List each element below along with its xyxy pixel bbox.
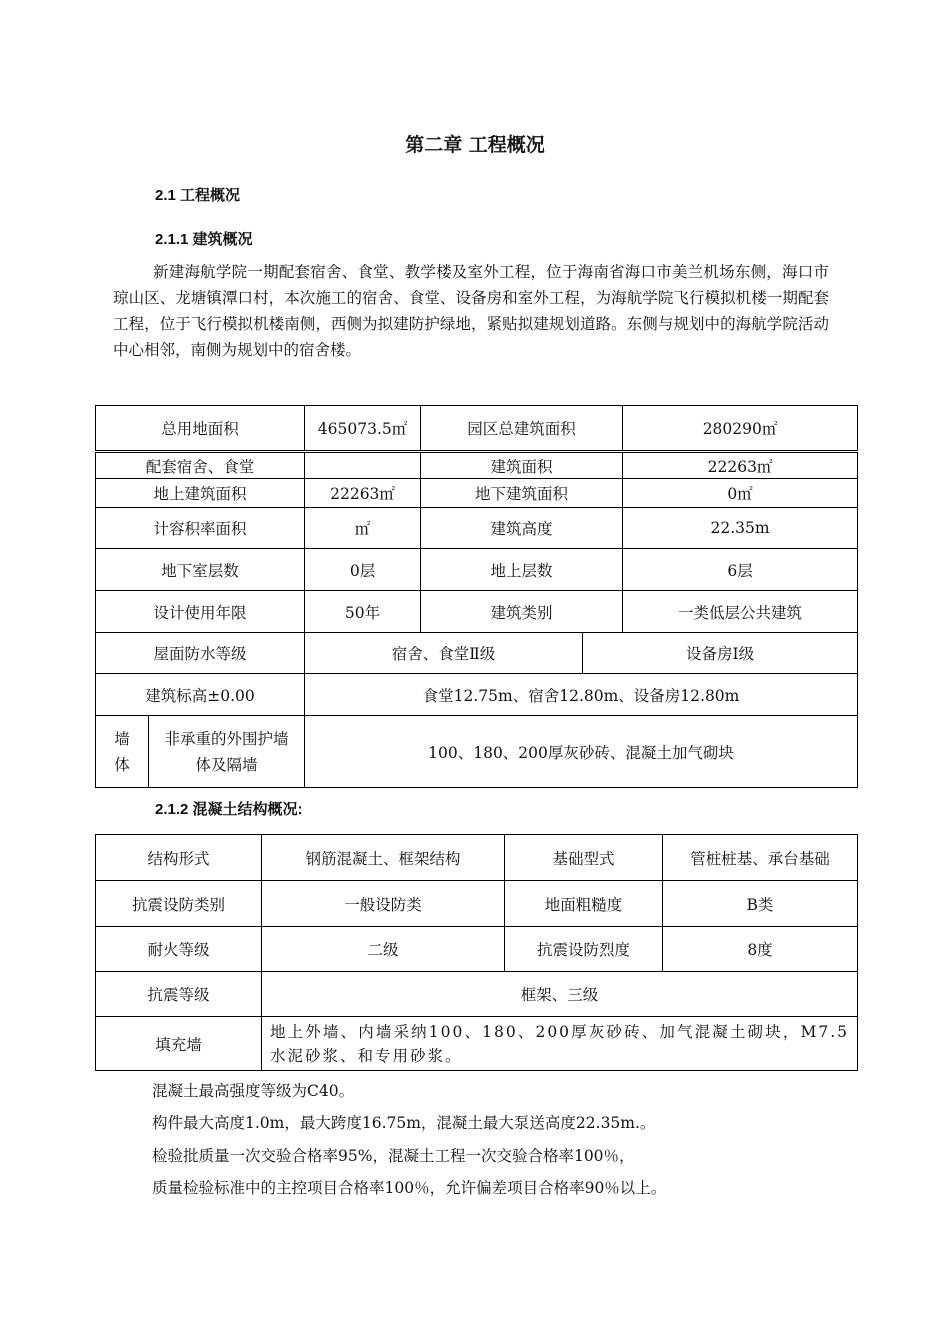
table-cell: 抗震等级 xyxy=(96,972,262,1017)
table-row xyxy=(96,406,858,452)
table-cell: 结构形式 xyxy=(96,835,262,881)
table-cell: 6层 xyxy=(623,549,858,591)
table-cell: 钢筋混凝土、框架结构 xyxy=(262,835,505,881)
table-cell: 50年 xyxy=(305,591,421,633)
table-cell: 地面粗糙度 xyxy=(505,881,663,927)
table-cell: 建筑标高±0.00 xyxy=(96,674,305,716)
table-cell: 0层 xyxy=(305,549,421,591)
note-line: 构件最大高度1.0m，最大跨度16.75m，混凝土最大泵送高度22.35m.。 xyxy=(152,1114,656,1132)
table-cell: 465073.5㎡ xyxy=(305,406,421,452)
table-cell: 框架、三级 xyxy=(262,972,858,1017)
chapter-title: 第二章 工程概况 xyxy=(405,134,545,156)
table-cell: 地上层数 xyxy=(421,549,623,591)
table-cell xyxy=(305,452,421,479)
table-cell: 8度 xyxy=(663,927,858,972)
table-cell: 食堂12.75m、宿舍12.80m、设备房12.80m xyxy=(305,674,858,716)
table-row xyxy=(96,479,858,508)
table-cell: ㎡ xyxy=(305,508,421,549)
table-cell: 配套宿舍、食堂 xyxy=(96,452,305,479)
table-row xyxy=(96,591,858,633)
table-cell: 建筑面积 xyxy=(421,452,623,479)
table-cell: 22263㎡ xyxy=(305,479,421,508)
intro-paragraph: 新建海航学院一期配套宿舍、食堂、教学楼及室外工程，位于海南省海口市美兰机场东侧，海口市琼山区、龙塘镇潭口村，本次施工的宿舍、食堂、设备房和室外工程，为海航学院飞行模拟机楼一期配套工程，位于飞行模拟机楼南侧，西侧为拟建防护绿地，紧贴拟建规划道路。东侧与规划中的海航学院活动中心相邻，南侧为规划中的宿舍楼。 xyxy=(113,263,829,359)
table-cell: 地上外墙、内墙采纳100、180、200厚灰砂砖、加气混凝土砌块，M7.5水泥砂浆、和专用砂浆。 xyxy=(262,1017,858,1071)
table-cell: 宿舍、食堂Ⅱ级 xyxy=(305,633,583,674)
table-row xyxy=(96,881,858,927)
table-row xyxy=(96,452,858,479)
table-cell: 二级 xyxy=(262,927,505,972)
table-cell: 基础型式 xyxy=(505,835,663,881)
table-cell: 建筑高度 xyxy=(421,508,623,549)
concrete-structure-table xyxy=(95,834,858,1071)
table-row xyxy=(96,835,858,881)
table-cell: 园区总建筑面积 xyxy=(421,406,623,452)
note-line: 检验批质量一次交验合格率95%，混凝土工程一次交验合格率100％， xyxy=(152,1147,635,1165)
table-cell: 屋面防水等级 xyxy=(96,633,305,674)
table-row xyxy=(96,972,858,1017)
table-row xyxy=(96,716,858,788)
table-cell: 填充墙 xyxy=(96,1017,262,1071)
table-cell: 地上建筑面积 xyxy=(96,479,305,508)
table-cell: 地下室层数 xyxy=(96,549,305,591)
table-cell: 22.35m xyxy=(623,508,858,549)
table-cell: 耐火等级 xyxy=(96,927,262,972)
building-overview-table xyxy=(95,405,858,788)
table-row xyxy=(96,674,858,716)
table-cell: 管桩桩基、承台基础 xyxy=(663,835,858,881)
table-cell: 墙体 xyxy=(96,716,149,788)
table-cell: 100、180、200厚灰砂砖、混凝土加气砌块 xyxy=(305,716,858,788)
table-cell: 设备房Ⅰ级 xyxy=(583,633,858,674)
table-row xyxy=(96,633,858,674)
table-cell: 建筑类别 xyxy=(421,591,623,633)
table-cell: 非承重的外围护墙体及隔墙 xyxy=(149,716,305,788)
note-line: 混凝土最高强度等级为C40。 xyxy=(152,1082,355,1100)
table-row xyxy=(96,549,858,591)
table-cell: 一类低层公共建筑 xyxy=(623,591,858,633)
table-cell: 0㎡ xyxy=(623,479,858,508)
table-cell: 总用地面积 xyxy=(96,406,305,452)
table-row xyxy=(96,927,858,972)
table-cell: B类 xyxy=(663,881,858,927)
table-row xyxy=(96,508,858,549)
table-cell: 抗震设防烈度 xyxy=(505,927,663,972)
section-heading-2-1-2: 2.1.2 混凝土结构概况: xyxy=(155,801,303,818)
table-cell: 地下建筑面积 xyxy=(421,479,623,508)
table-cell: 22263㎡ xyxy=(623,452,858,479)
table-cell: 一般设防类 xyxy=(262,881,505,927)
table-cell: 抗震设防类别 xyxy=(96,881,262,927)
table-row xyxy=(96,1017,858,1071)
table-cell: 280290㎡ xyxy=(623,406,858,452)
note-line: 质量检验标准中的主控项目合格率100％，允许偏差项目合格率90％以上。 xyxy=(152,1179,667,1197)
section-heading-2-1-1: 2.1.1 建筑概况 xyxy=(155,231,253,248)
table-cell: 计容积率面积 xyxy=(96,508,305,549)
table-cell: 设计使用年限 xyxy=(96,591,305,633)
section-heading-2-1: 2.1 工程概况 xyxy=(155,187,241,204)
